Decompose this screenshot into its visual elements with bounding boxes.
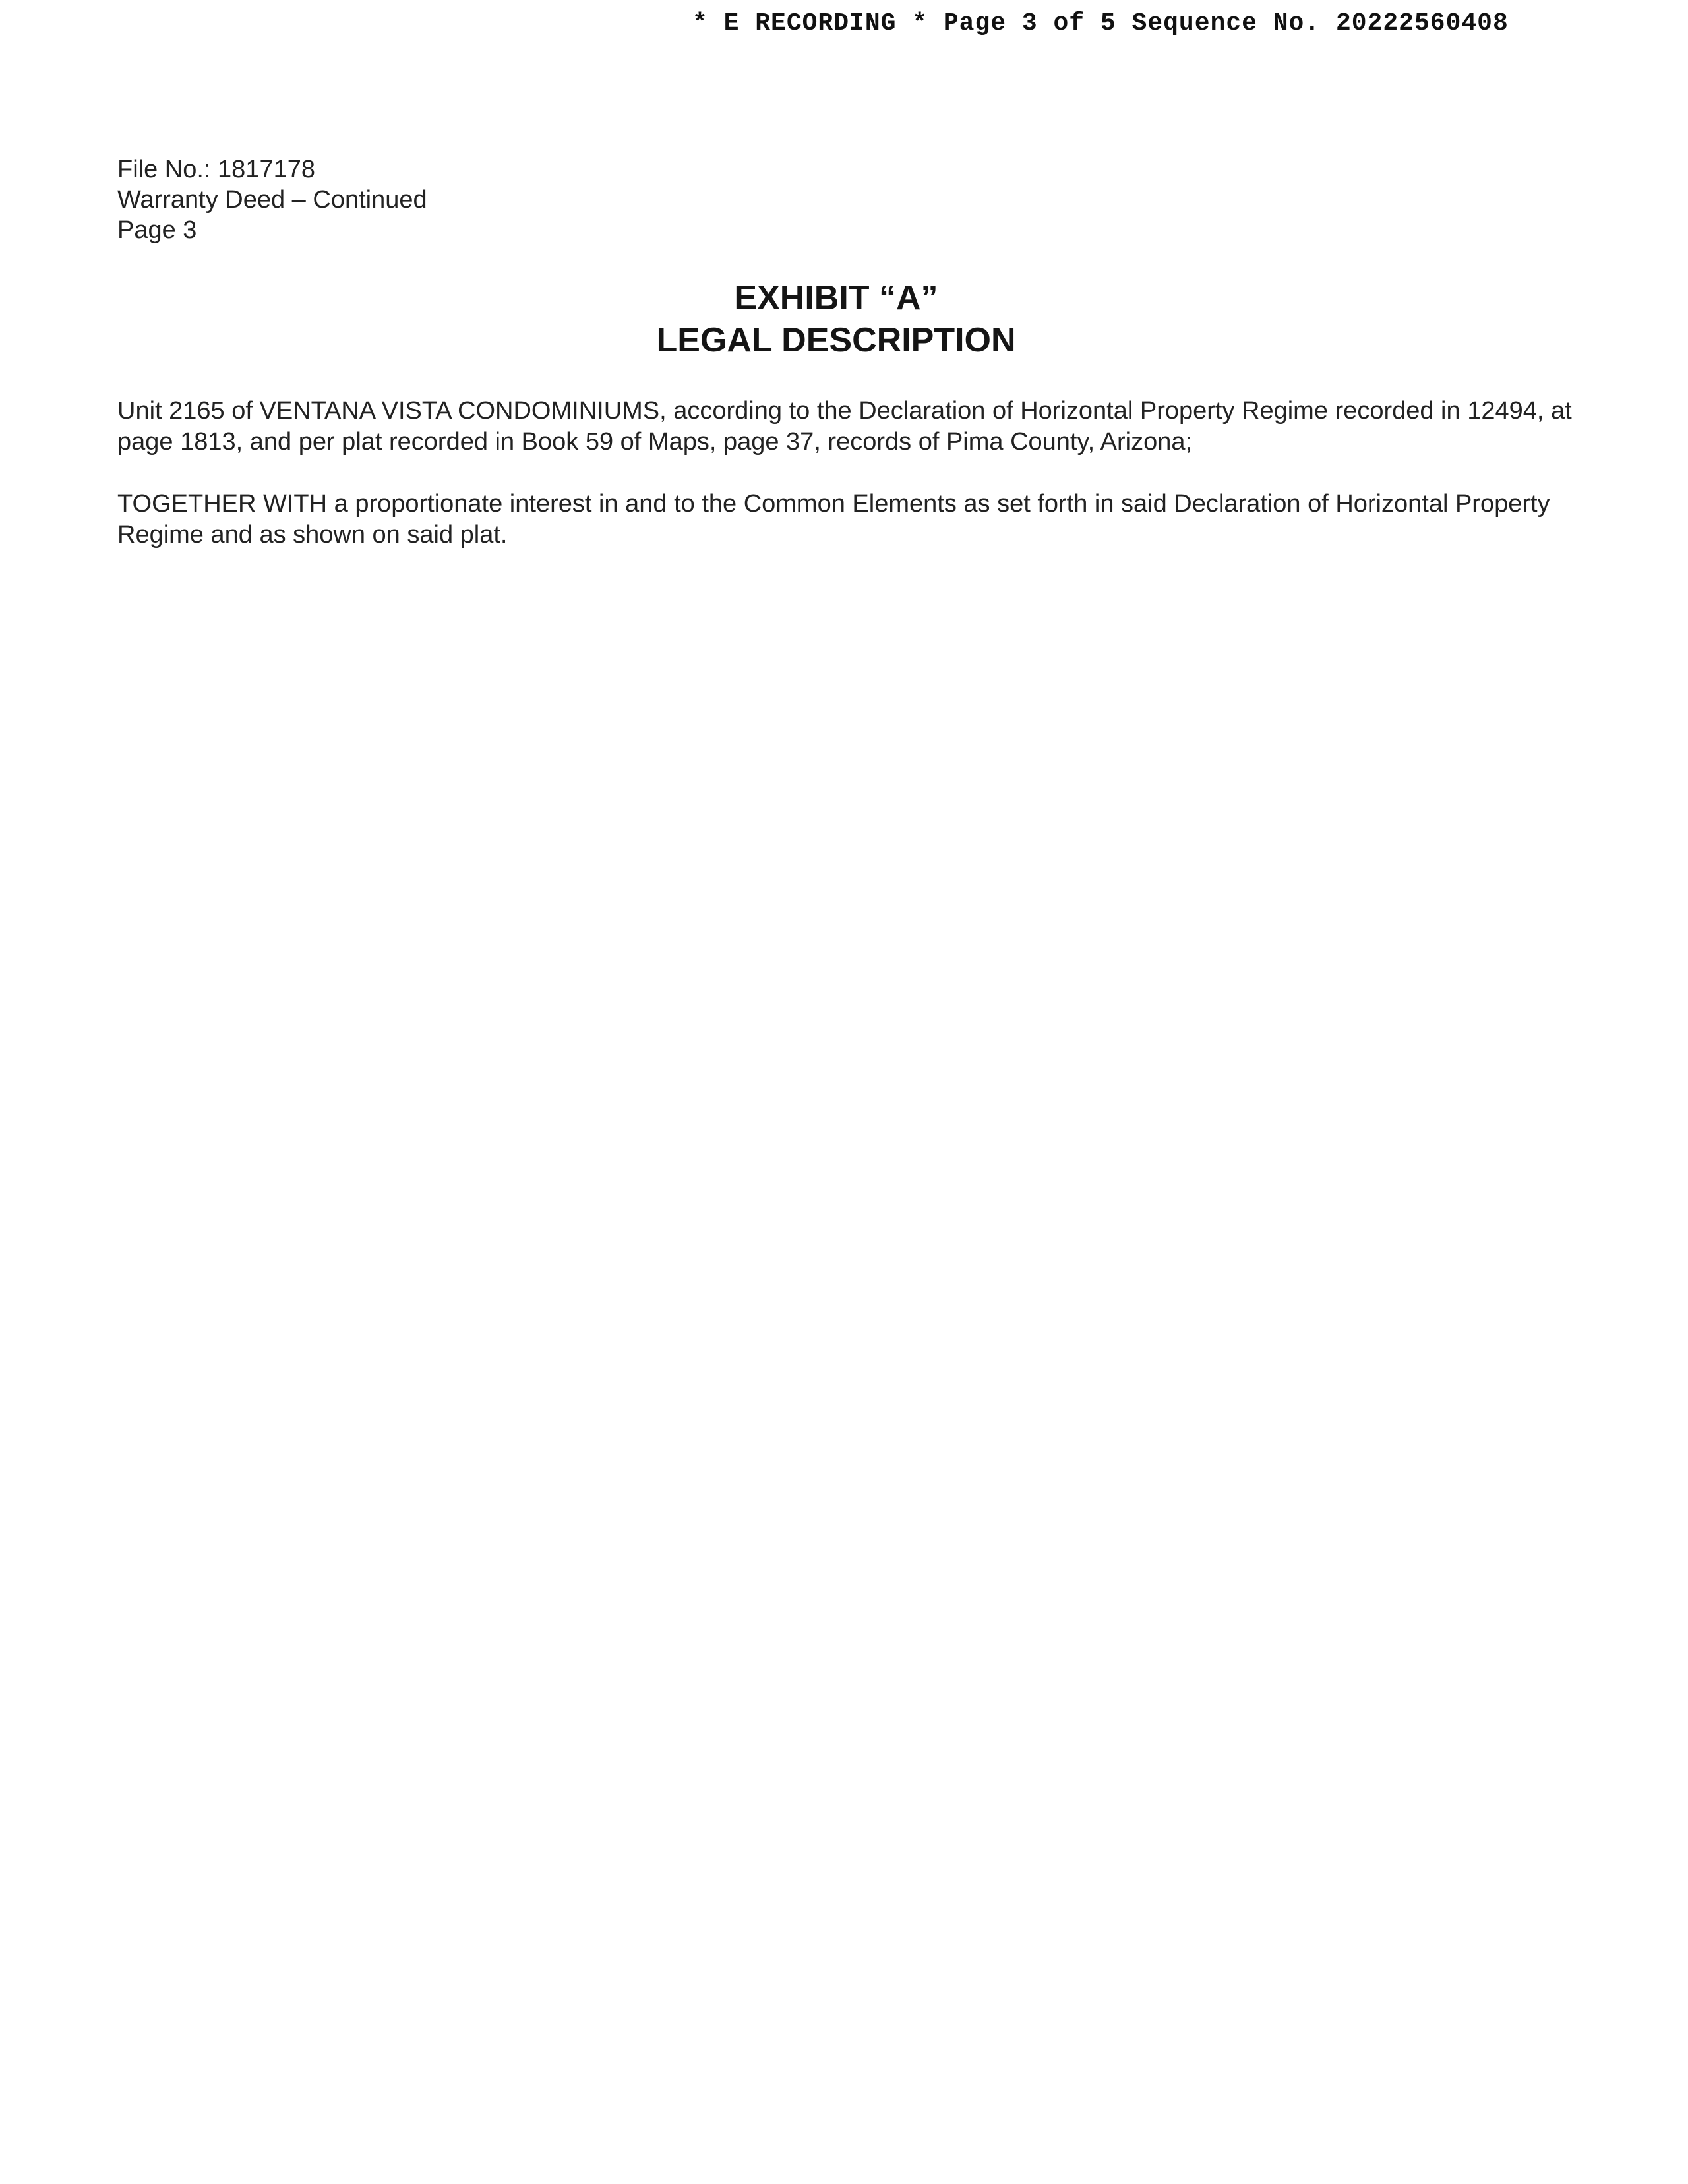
legal-description-paragraph: Unit 2165 of VENTANA VISTA CONDOMINIUMS, according to the Declaration of Horizontal Property Regime recorded in 12494, at page 1813, and per plat recorded in Book 59 of Maps, page 37, records of Pima County, Arizona; xyxy=(117,397,1572,456)
exhibit-subtitle: LEGAL DESCRIPTION xyxy=(656,321,1016,359)
recording-stamp: * E RECORDING * Page 3 of 5 Sequence No. 20222560408 xyxy=(692,9,1509,38)
exhibit-title: EXHIBIT “A” xyxy=(734,279,938,317)
document-type: Warranty Deed – Continued xyxy=(117,186,427,214)
page-number: Page 3 xyxy=(117,216,197,244)
legal-description-paragraph: TOGETHER WITH a proportionate interest in and to the Common Elements as set forth in said Declaration of Horizontal Property Regime and as shown on said plat. xyxy=(117,490,1550,549)
file-number: File No.: 1817178 xyxy=(117,156,315,183)
legal-description xyxy=(117,396,1588,582)
file-header xyxy=(117,154,427,245)
exhibit-heading xyxy=(0,277,1672,361)
